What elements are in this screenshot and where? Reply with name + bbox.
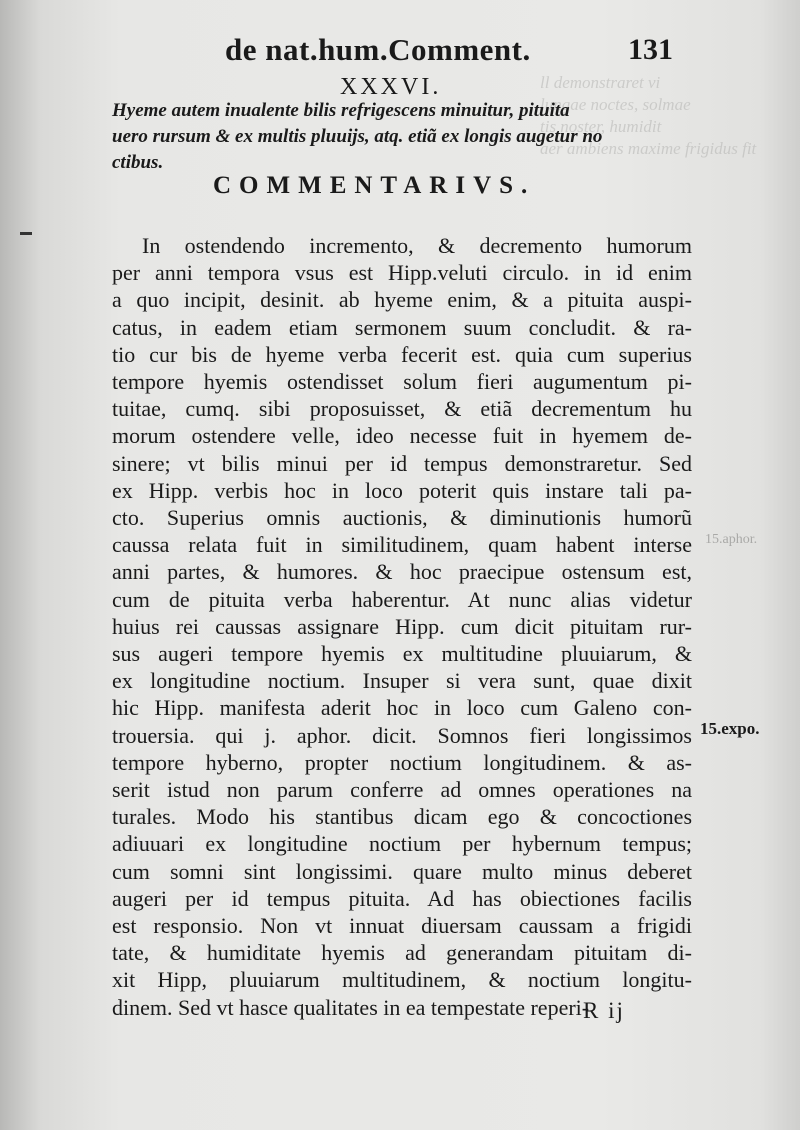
bleed-through-line: aer ambiens maxime frigidus fit <box>540 139 757 158</box>
body-line: per anni tempora vsus est Hipp.veluti circulo. in id enim <box>112 260 692 286</box>
commentary-heading: COMMENTARIVS. <box>213 172 536 199</box>
body-line: tempore hyberno, propter noctium longitudinem. & as- <box>112 749 692 775</box>
body-line: cum somni sint longissimi. quare multo minus deberet <box>112 858 692 884</box>
body-line: trouersia. qui j. aphor. dicit. Somnos fieri longissimos <box>112 722 692 748</box>
body-line: tuitae, cumq. sibi proposuisset, & etiã decrementum hu <box>112 396 692 422</box>
body-line: a quo incipit, desinit. ab hyeme enim, & a pituita auspi- <box>112 287 692 313</box>
running-header: de nat.hum.Comment. <box>225 32 531 67</box>
body-line: est responsio. Non vt innuat diuersam caussam a frigidi <box>112 913 692 939</box>
section-number: XXXVI. <box>340 74 442 100</box>
aphorism-line: uero rursum & ex multis pluuijs, atq. etiã ex longis augetur no <box>112 126 603 147</box>
margin-note: 15.expo. <box>700 719 760 738</box>
body-line: cto. Superius omnis auctionis, & diminutionis humorũ <box>112 505 692 531</box>
aphorism-line: ctibus. <box>112 152 164 173</box>
commentary-body <box>112 232 692 1021</box>
body-line: cum de pituita verba haberentur. At nunc alias videtur <box>112 586 692 612</box>
body-line: xit Hipp, pluuiarum multitudinem, & noctium longitu- <box>112 967 692 993</box>
body-line: augeri per id tempus pituita. Ad has obiectiones facilis <box>112 885 692 911</box>
body-line: sus augeri tempore hyemis ex multitudine pluuiarum, & <box>112 641 692 667</box>
body-line: dinem. Sed vt hasce qualitates in ea tempestate reperi- <box>112 994 590 1020</box>
body-line: tate, & humiditate hyemis ad generandam pituitam di- <box>112 940 692 966</box>
body-line: anni partes, & humores. & hoc praecipue ostensum est, <box>112 559 692 585</box>
page-number: 131 <box>628 33 673 66</box>
signature-mark: R ij <box>583 998 625 1023</box>
body-line: ex longitudine noctium. Insuper si vera sunt, quae dixit <box>112 668 692 694</box>
margin-note-faint: 15.aphor. <box>705 532 758 547</box>
body-line: morum ostendere velle, ideo necesse fuit in hyemem de- <box>112 423 692 449</box>
body-line: adiuuari ex longitudine noctium per hybernum tempus; <box>112 831 692 857</box>
body-line: serit istud non parum conferre ad omnes operationes na <box>112 777 692 803</box>
bleed-through-line: ll demonstraret vi <box>540 73 661 92</box>
body-line: In ostendendo incremento, & decremento humorum <box>142 233 692 258</box>
body-line: caussa relata fuit in similitudinem, quam habent interse <box>112 532 692 558</box>
body-line: hic Hipp. manifesta aderit hoc in loco cum Galeno con- <box>112 695 692 721</box>
aphorism-line: Hyeme autem inualente bilis refrigescens minuitur, pituita <box>112 100 570 121</box>
body-line: catus, in eadem etiam sermonem suum concludit. & ra- <box>112 314 692 340</box>
ink-mark <box>20 232 32 235</box>
body-line: huius rei caussas assignare Hipp. cum dicit pituitam rur- <box>112 613 692 639</box>
body-line: tio cur bis de hyeme verba fecerit est. quia cum superius <box>112 341 692 367</box>
bleed-through-line: tis noster, humidit <box>540 117 662 136</box>
bleed-through-line: lungae noctes, solmae <box>540 95 691 114</box>
body-line: turales. Modo his stantibus dicam ego & concoctiones <box>112 804 692 830</box>
body-line: tempore hyemis ostendisset solum fieri augumentum pi- <box>112 369 692 395</box>
body-line: ex Hipp. verbis hoc in loco poterit quis instare tali pa- <box>112 477 692 503</box>
body-line: sinere; vt bilis minui per id tempus demonstraretur. Sed <box>112 450 692 476</box>
aphorism-text <box>112 98 682 176</box>
